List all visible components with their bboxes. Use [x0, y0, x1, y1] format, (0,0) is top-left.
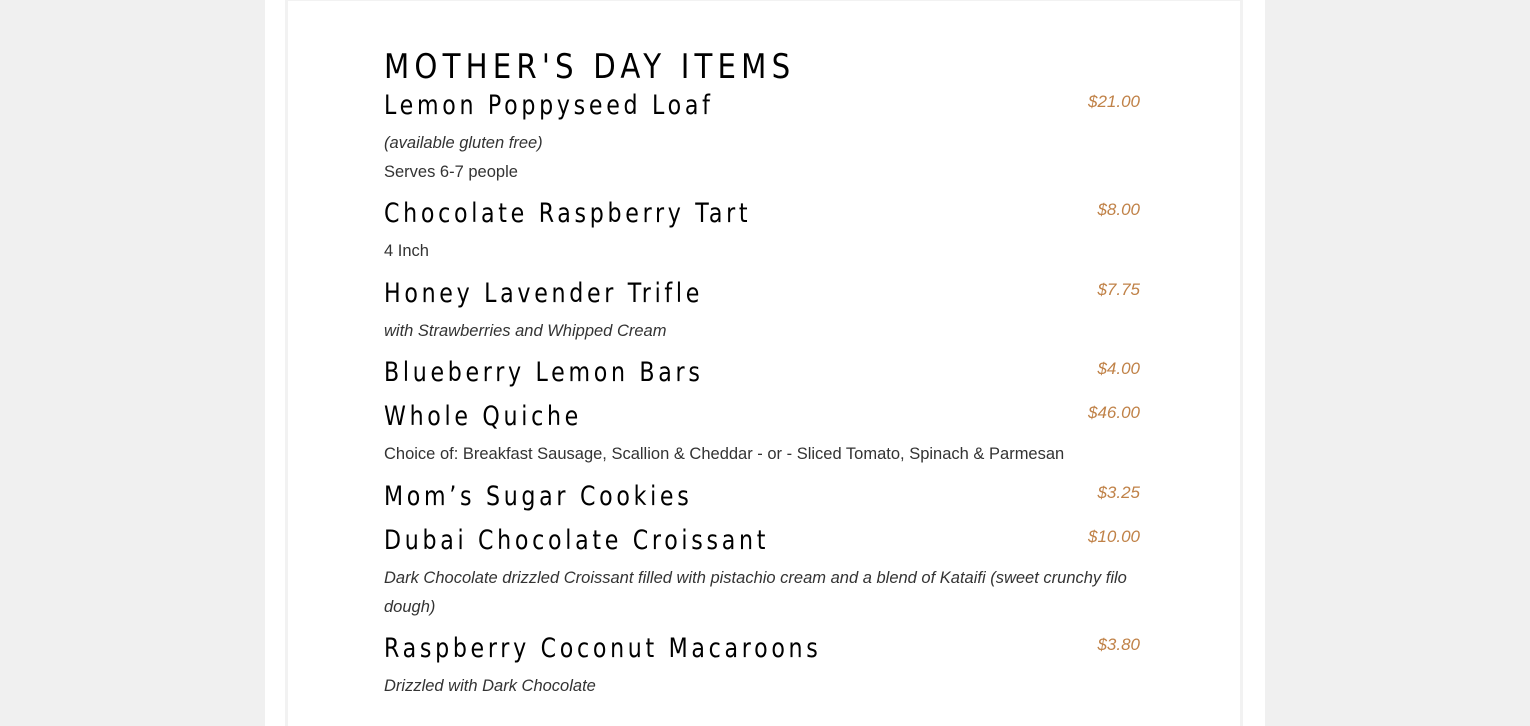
- menu-section: [384, 45, 1144, 701]
- menu-item-header: [384, 400, 1144, 440]
- menu-item-name: Chocolate Raspberry Tart: [384, 198, 752, 229]
- page-column: [265, 0, 1265, 726]
- section-title: MOTHER'S DAY ITEMS: [384, 47, 796, 87]
- menu-item-header: [384, 632, 1144, 672]
- menu-item-header: [384, 524, 1144, 564]
- menu-item-price: $21.00: [1088, 92, 1140, 111]
- menu-item-description: with Strawberries and Whipped Cream: [384, 322, 667, 340]
- menu-item: [384, 400, 1144, 469]
- menu-item: [384, 524, 1144, 622]
- menu-item-header: [384, 356, 1144, 396]
- menu-item-description: Drizzled with Dark Chocolate: [384, 677, 596, 695]
- menu-item-header: [384, 197, 1144, 237]
- menu-item-description: 4 Inch: [384, 242, 429, 260]
- menu-item-description: Serves 6-7 people: [384, 163, 518, 181]
- menu-item-price: $3.80: [1097, 635, 1140, 654]
- menu-item-name: Honey Lavender Trifle: [384, 278, 704, 309]
- menu-item: [384, 480, 1144, 520]
- menu-item-name: Raspberry Coconut Macaroons: [384, 633, 822, 664]
- menu-item-price: $46.00: [1088, 403, 1140, 422]
- menu-item-price: $7.75: [1097, 280, 1140, 299]
- menu-item-header: [384, 277, 1144, 317]
- menu-items-list: [384, 89, 1144, 701]
- menu-item-price: $3.25: [1097, 483, 1140, 502]
- menu-item: [384, 632, 1144, 701]
- menu-item-description: Dark Chocolate drizzled Croissant filled with pistachio cream and a blend of Kataifi (sweet crunchy filo dough): [384, 569, 1127, 616]
- menu-item-name: Whole Quiche: [384, 401, 583, 432]
- menu-item-price: $8.00: [1097, 200, 1140, 219]
- menu-item: [384, 356, 1144, 396]
- menu-item-description: Choice of: Breakfast Sausage, Scallion & Cheddar - or - Sliced Tomato, Spinach & Parmesan: [384, 445, 1065, 463]
- menu-item-name: Dubai Chocolate Croissant: [384, 525, 770, 556]
- menu-item-header: [384, 480, 1144, 520]
- menu-item-price: $10.00: [1088, 527, 1140, 546]
- menu-item: [384, 197, 1144, 266]
- menu-item-description: (available gluten free): [384, 134, 543, 152]
- menu-card: [285, 0, 1243, 726]
- menu-item: [384, 89, 1144, 187]
- menu-item-header: [384, 89, 1144, 129]
- menu-item-price: $4.00: [1097, 359, 1140, 378]
- menu-item-name: Blueberry Lemon Bars: [384, 357, 704, 388]
- menu-item: [384, 277, 1144, 346]
- menu-item-name: Mom’s Sugar Cookies: [384, 481, 693, 512]
- menu-item-name: Lemon Poppyseed Loaf: [384, 90, 714, 121]
